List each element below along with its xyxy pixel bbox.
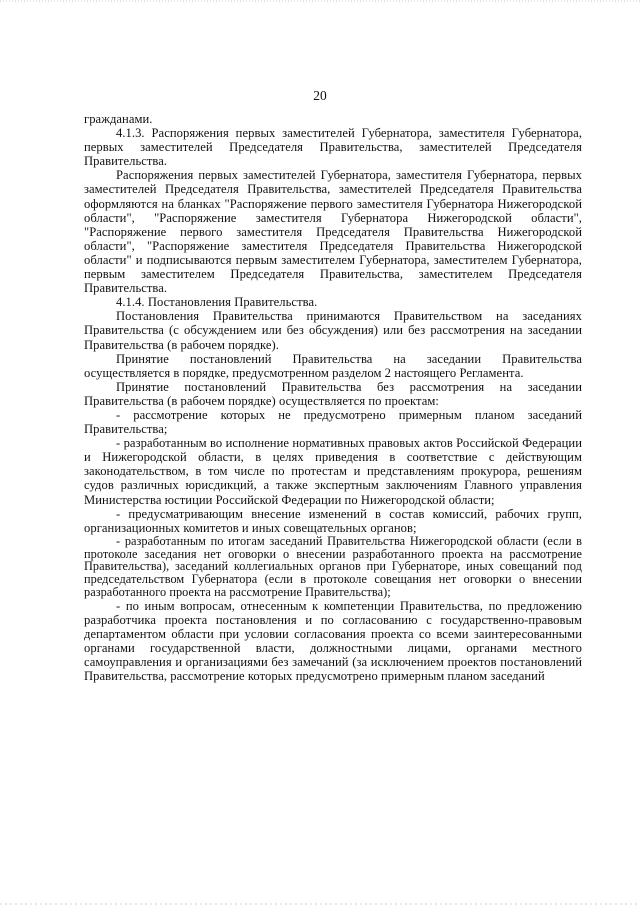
list-item-meeting-results: - разработанным по итогам заседаний Правительства Нижегородской области (если в протоколе заседания нет оговорки о внесении разработанного проекта на рассмотрение Правительства), заседаний коллегиальных органов при Губернаторе, иных совещаний под председательством Губернатора (если в протоколе совещания нет оговорки о внесении разработанного проекта на рассмотрение Правительства); [84, 533, 582, 599]
document-body [84, 112, 582, 683]
clause-4-1-4-heading: 4.1.4. Постановления Правительства. [116, 295, 318, 310]
paragraph-resolutions-adoption: Постановления Правительства принимаются Правительством на заседаниях Правительства (с обсуждением или без обсуждения) или без рассмотрения на заседании Правительства (в рабочем порядке). [84, 309, 582, 352]
list-item-commission-changes: - предусматривающим внесение изменений в состав комиссий, рабочих групп, организационных комитетов и иных совещательных органов; [84, 506, 582, 535]
paragraph-meeting-procedure: Принятие постановлений Правительства на заседании Правительства осуществляется в порядке, предусмотренном разделом 2 настоящего Регламента. [84, 351, 582, 380]
paragraph-deputy-orders: Распоряжения первых заместителей Губернатора, заместителя Губернатора, первых заместителей Председателя Правительства, заместителей Председателя Правительства оформляются на бланках "Распоряжение первого заместителя Губернатора Нижегородской области", "Распоряжение заместителя Губернатора Нижегородской области", "Распоряжение первого заместителя Председателя Правительства Нижегородской области", "Распоряжение заместителя Председателя Правительства Нижегородской области" и подписываются первым заместителем Губернатора, заместителем Губернатора, первым заместителем Председателя Правительства, заместителем Председателя Правительства. [84, 168, 582, 296]
page-number: 20 [313, 88, 327, 103]
paragraph-working-procedure: Принятие постановлений Правительства без рассмотрения на заседании Правительства (в рабочем порядке) осуществляется по проектам: [84, 379, 582, 408]
scan-artifact-top [0, 0, 640, 2]
list-item-other-matters: - по иным вопросам, отнесенным к компетенции Правительства, по предложению разработчика проекта постановления и по согласованию с государственно-правовым департаментом области при условии согласования проекта со всеми заинтересованными органами государственной власти, должностными лицами, органами местного самоуправления и организациями без замечаний (за исключением проектов постановлений Правительства, рассмотрение которых предусмотрено примерным планом заседаний [84, 598, 582, 684]
paragraph-continuation: гражданами. [84, 112, 153, 126]
clause-4-1-3-heading: 4.1.3. Распоряжения первых заместителей Губернатора, заместителя Губернатора, первых заместителей Председателя Правительства, заместителей Председателя Правительства. [84, 126, 582, 169]
list-item-not-in-plan: - рассмотрение которых не предусмотрено примерным планом заседаний Правительства; [84, 407, 582, 437]
list-item-legal-compliance: - разработанным во исполнение нормативных правовых актов Российской Федерации и Нижегородской области, в целях приведения в соответствие с действующим законодательством, в том числе по протестам и представлениям прокурора, решениям судов различных юрисдикций, а также экспертным заключениям Главного управления Министерства юстиции Российской Федерации по Нижегородской области; [84, 436, 582, 507]
